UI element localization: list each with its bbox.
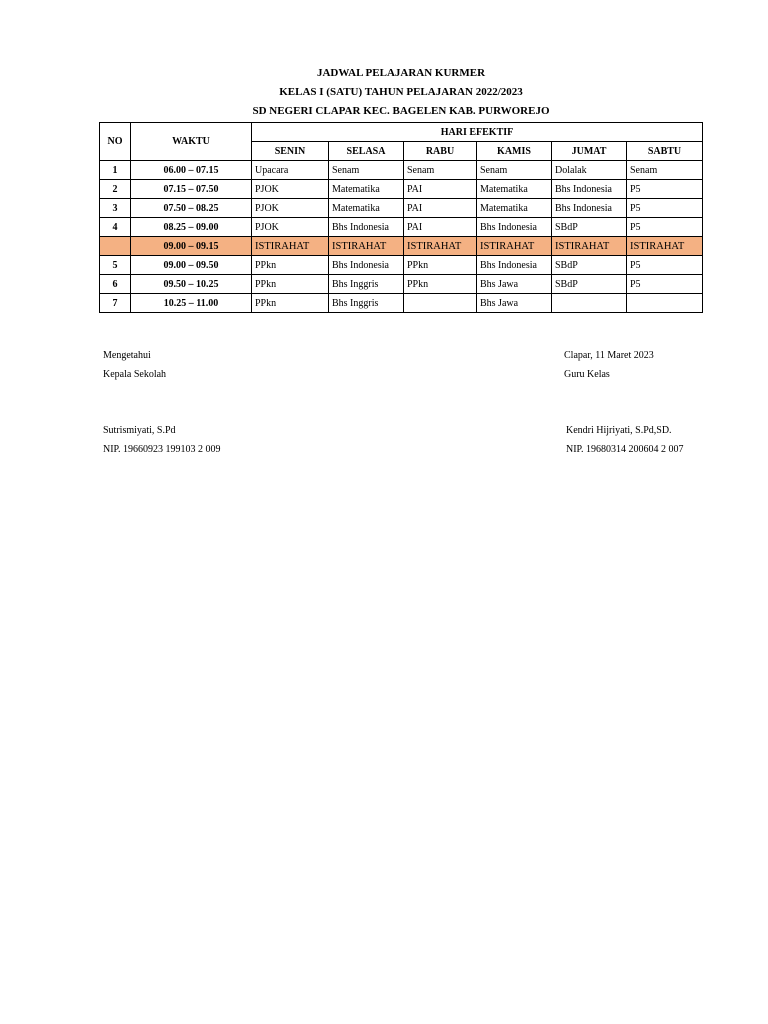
table-row [100, 294, 703, 313]
cell-waktu: 09.50 – 10.25 [131, 275, 252, 294]
signature-right-top [564, 346, 654, 384]
table-header-row-1 [100, 123, 703, 142]
cell-sabtu: P5 [627, 275, 703, 294]
guru-kelas-nip: NIP. 19680314 200604 2 007 [566, 444, 684, 455]
break-row [100, 237, 703, 256]
cell-waktu: 07.50 – 08.25 [131, 199, 252, 218]
cell-sabtu: P5 [627, 218, 703, 237]
cell-waktu: 09.00 – 09.50 [131, 256, 252, 275]
cell-kamis: Bhs Jawa [477, 294, 552, 313]
cell-sabtu [627, 294, 703, 313]
header-day: JUMAT [552, 142, 627, 161]
cell-kamis: Senam [477, 161, 552, 180]
table-row [100, 199, 703, 218]
cell-jumat: Bhs Indonesia [552, 199, 627, 218]
cell-selasa: Bhs Indonesia [329, 256, 404, 275]
cell-kamis: Bhs Indonesia [477, 256, 552, 275]
header-day: KAMIS [477, 142, 552, 161]
cell-kamis: Matematika [477, 199, 552, 218]
cell-sabtu: Senam [627, 161, 703, 180]
cell-no: 7 [100, 294, 131, 313]
cell-selasa: Bhs Indonesia [329, 218, 404, 237]
cell-senin: PJOK [252, 218, 329, 237]
cell-no [100, 237, 131, 256]
cell-rabu: PPkn [404, 275, 477, 294]
cell-senin: ISTIRAHAT [252, 237, 329, 256]
cell-senin: PPkn [252, 275, 329, 294]
cell-kamis: Matematika [477, 180, 552, 199]
cell-no: 5 [100, 256, 131, 275]
schedule-body [100, 161, 703, 313]
title-line-1: JADWAL PELAJARAN KURMER [316, 67, 486, 79]
cell-senin: PJOK [252, 199, 329, 218]
document-header [0, 64, 768, 121]
cell-waktu: 09.00 – 09.15 [131, 237, 252, 256]
cell-selasa: ISTIRAHAT [329, 237, 404, 256]
kepala-sekolah-label: Kepala Sekolah [103, 369, 167, 380]
header-day: SENIN [252, 142, 329, 161]
cell-no: 1 [100, 161, 131, 180]
cell-senin: PPkn [252, 294, 329, 313]
cell-jumat: ISTIRAHAT [552, 237, 627, 256]
cell-sabtu: P5 [627, 180, 703, 199]
cell-sabtu: P5 [627, 199, 703, 218]
cell-no: 3 [100, 199, 131, 218]
cell-jumat: Bhs Indonesia [552, 180, 627, 199]
header-hari-efektif: HARI EFEKTIF [252, 123, 703, 142]
cell-selasa: Senam [329, 161, 404, 180]
place-date: Clapar, 11 Maret 2023 [564, 350, 654, 361]
cell-sabtu: ISTIRAHAT [627, 237, 703, 256]
guru-kelas-name: Kendri Hijriyati, S.Pd,SD. [566, 425, 672, 436]
title-line-2: KELAS I (SATU) TAHUN PELAJARAN 2022/2023 [279, 86, 523, 98]
table-row [100, 161, 703, 180]
cell-kamis: ISTIRAHAT [477, 237, 552, 256]
table-row [100, 180, 703, 199]
cell-selasa: Matematika [329, 180, 404, 199]
cell-rabu: Senam [404, 161, 477, 180]
title-line-3: SD NEGERI CLAPAR KEC. BAGELEN KAB. PURWOREJO [252, 105, 550, 117]
cell-senin: Upacara [252, 161, 329, 180]
cell-waktu: 10.25 – 11.00 [131, 294, 252, 313]
header-waktu: WAKTU [131, 123, 252, 161]
cell-selasa: Matematika [329, 199, 404, 218]
cell-rabu: ISTIRAHAT [404, 237, 477, 256]
signature-left-bottom [103, 421, 221, 459]
cell-waktu: 06.00 – 07.15 [131, 161, 252, 180]
cell-jumat [552, 294, 627, 313]
kepala-sekolah-name: Sutrismiyati, S.Pd [103, 425, 176, 436]
cell-no: 2 [100, 180, 131, 199]
mengetahui-label: Mengetahui [103, 350, 151, 361]
cell-senin: PPkn [252, 256, 329, 275]
cell-selasa: Bhs Inggris [329, 294, 404, 313]
cell-no: 4 [100, 218, 131, 237]
cell-rabu: PAI [404, 199, 477, 218]
cell-waktu: 08.25 – 09.00 [131, 218, 252, 237]
cell-jumat: Dolalak [552, 161, 627, 180]
cell-sabtu: P5 [627, 256, 703, 275]
cell-no: 6 [100, 275, 131, 294]
cell-kamis: Bhs Indonesia [477, 218, 552, 237]
schedule-table [99, 122, 703, 313]
signature-right-bottom [566, 421, 684, 459]
guru-kelas-label: Guru Kelas [564, 369, 610, 380]
cell-selasa: Bhs Inggris [329, 275, 404, 294]
kepala-sekolah-nip: NIP. 19660923 199103 2 009 [103, 444, 221, 455]
cell-rabu [404, 294, 477, 313]
cell-rabu: PAI [404, 218, 477, 237]
cell-senin: PJOK [252, 180, 329, 199]
table-row [100, 275, 703, 294]
signature-left-top [103, 346, 166, 384]
table-row [100, 256, 703, 275]
header-day: SELASA [329, 142, 404, 161]
cell-rabu: PPkn [404, 256, 477, 275]
cell-rabu: PAI [404, 180, 477, 199]
header-day: RABU [404, 142, 477, 161]
table-row [100, 218, 703, 237]
cell-waktu: 07.15 – 07.50 [131, 180, 252, 199]
header-no: NO [100, 123, 131, 161]
cell-kamis: Bhs Jawa [477, 275, 552, 294]
header-day: SABTU [627, 142, 703, 161]
cell-jumat: SBdP [552, 256, 627, 275]
cell-jumat: SBdP [552, 275, 627, 294]
cell-jumat: SBdP [552, 218, 627, 237]
